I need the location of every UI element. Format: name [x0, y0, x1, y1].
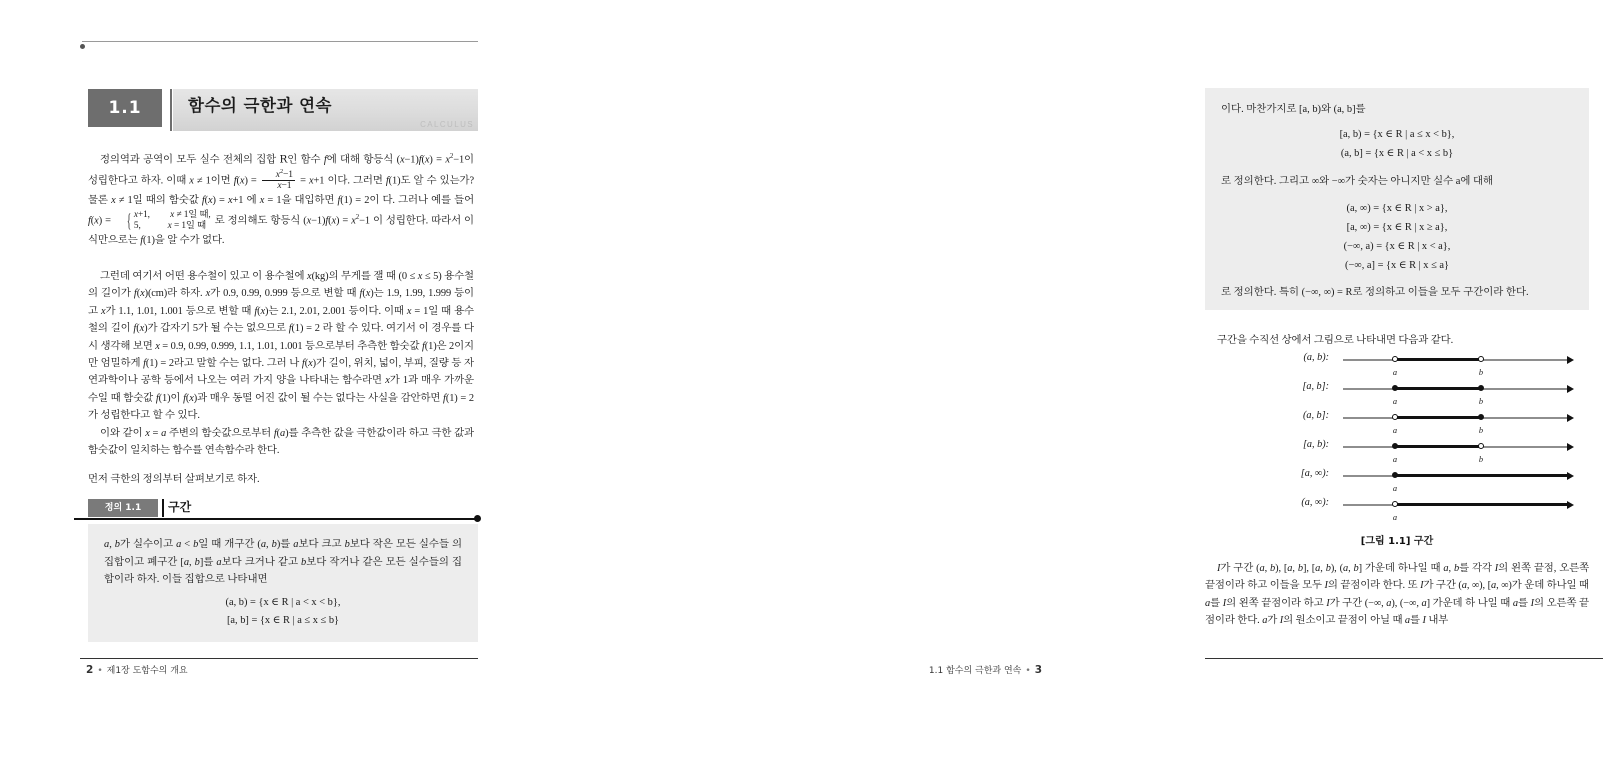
interval-label: (a, ∞): [1301, 497, 1329, 508]
definition-rule-end-dot [474, 515, 481, 522]
interval-segment [1395, 503, 1567, 506]
interval-tick-a: a [1392, 455, 1398, 464]
interval-row [1205, 439, 1589, 467]
interval-figure [1205, 352, 1589, 542]
continued-equation-4: [a, ∞) = {x ∈ R | x ≥ a}, [1346, 222, 1448, 233]
interval-segment [1395, 387, 1481, 390]
right-page [561, 0, 1590, 757]
definition-box [88, 524, 478, 642]
interval-row [1205, 468, 1589, 496]
interval-endpoint-b [1478, 356, 1484, 362]
interval-row [1205, 352, 1589, 380]
left-footer [86, 663, 188, 676]
continued-equation-6: (−∞, a] = {x ∈ R | x ≤ a} [1344, 260, 1450, 271]
interval-endpoint-b [1478, 443, 1484, 449]
interval-tick-a: a [1392, 368, 1398, 377]
interval-number-line [1343, 446, 1571, 464]
interval-label: (a, b]: [1302, 410, 1329, 421]
left-footer-text: 제1장 도함수의 개요 [106, 666, 188, 676]
number-line-arrow-icon [1567, 472, 1574, 480]
interval-endpoint-b [1478, 385, 1484, 391]
section-bullet-dot [80, 44, 85, 49]
interval-endpoint-a [1392, 472, 1398, 478]
continued-definition-box [1205, 88, 1589, 310]
right-footer-rule [1205, 658, 1603, 659]
section-underline [82, 41, 478, 42]
number-line-arrow-icon [1567, 385, 1574, 393]
continued-line-1: 이다. 마찬가지로 [a, b)와 (a, b]를 [1221, 104, 1366, 115]
figure-caption: [그림 1.1] 구간 [1360, 536, 1434, 547]
interval-tick-b: b [1478, 368, 1484, 377]
definition-name: 구간 [168, 500, 192, 514]
definition-equations [88, 594, 478, 630]
interval-endpoint-a [1392, 501, 1398, 507]
interval-endpoint-a [1392, 414, 1398, 420]
interval-label: [a, b): [1302, 439, 1329, 450]
figure-lead-in-text: 구간을 수직선 상에서 그림으로 나타내면 다음과 같다. [1217, 335, 1454, 346]
interval-tick-a: a [1392, 426, 1398, 435]
section-title: 함수의 극한과 연속 [188, 96, 333, 115]
paragraph-1: 정의역과 공역이 모두 실수 전체의 집합 R인 함수 f에 대해 항등식 $(x-1)f(x) = x^2-1$이 성립한다고 하자. 이때 x ≠ 1이면 f(x) = $\frac{x^2-1}{x-1}$ = x+1 이다. 그러면 f(1)도 알 수 있는가? 물론 x ≠ 1일 때의 함숫값 f(x) = x+1 에 x = 1을 대입하면 f(1) = 2이 다. 그러나 예를 들어 f(x) = { x+1, x ≠ 1일 때, 5, x = 1일 때 로 정의해도 항등식 $(x-1)f(x) = x^2-1$ 이 성립한다. 따라서 이 식만으로는 f(1)을 알 수가 없다. [88, 148, 474, 249]
continued-line-3: 로 정의한다. 특히 (−∞, ∞) = R로 정의하고 이들을 모두 구간이라 한다. [1221, 287, 1529, 298]
section-number: 1.1 [88, 89, 162, 127]
definition-tag: 정의 1.1 [88, 499, 158, 517]
interval-tick-a: a [1392, 513, 1398, 522]
interval-label: [a, ∞): [1300, 468, 1329, 479]
interval-tick-b: b [1478, 455, 1484, 464]
interval-number-line [1343, 359, 1571, 377]
number-line-arrow-icon [1567, 443, 1574, 451]
interval-tick-b: b [1478, 397, 1484, 406]
continued-equation-1: [a, b) = {x ∈ R | a ≤ x < b}, [1339, 129, 1455, 140]
definition-text: a, b가 실수이고 a < b일 때 개구간 (a, b)를 a보다 크고 b보다 작은 모든 실수들 의 집합이고 폐구간 [a, b]를 a보다 크거나 같고 b보다 작거나 같은 모든 실수들의 집합이라 하자. 이들 집합으로 나타내면 [104, 539, 462, 586]
interval-endpoint-a [1392, 385, 1398, 391]
left-page-number: 2 [86, 664, 94, 676]
interval-segment [1395, 416, 1481, 419]
number-line-arrow-icon [1567, 356, 1574, 364]
interval-segment [1395, 474, 1567, 477]
interval-row [1205, 381, 1589, 409]
right-footer [929, 663, 1042, 676]
number-line-arrow-icon [1567, 414, 1574, 422]
interval-segment [1395, 358, 1481, 361]
interval-row [1205, 410, 1589, 438]
continued-equation-5: (−∞, a) = {x ∈ R | x < a}, [1343, 241, 1451, 252]
continued-equation-3: (a, ∞) = {x ∈ R | x > a}, [1346, 203, 1448, 214]
interval-tick-b: b [1478, 426, 1484, 435]
interval-label: [a, b]: [1302, 381, 1329, 392]
right-page-number: 3 [1034, 664, 1042, 676]
interval-tick-a: a [1392, 484, 1398, 493]
paragraph-3: 이와 같이 x = a 주변의 함숫값으로부터 f(a)를 추측한 값을 극한값이라 하고 극한 값과 함숫값이 일치하는 함수를 연속함수라 한다. [88, 428, 474, 457]
brand-label: CALCULUS [420, 120, 474, 129]
interval-endpoint-a [1392, 356, 1398, 362]
definition-rule [74, 518, 478, 520]
paragraph-4: 먼저 극한의 정의부터 살펴보기로 하자. [88, 474, 260, 485]
interval-label: (a, b): [1303, 352, 1329, 363]
definition-equation-2: [a, b] = {x ∈ R | a ≤ x ≤ b} [226, 615, 340, 626]
continued-equation-2: (a, b] = {x ∈ R | a < x ≤ b} [1340, 148, 1454, 159]
interval-endpoint-a [1392, 443, 1398, 449]
interval-endpoint-b [1478, 414, 1484, 420]
section-header [88, 89, 478, 131]
interval-number-line [1343, 417, 1571, 435]
left-footer-separator: • [97, 666, 103, 676]
paragraph-2: 그런데 여기서 어떤 용수철이 있고 이 용수철에 x(kg)의 무게를 잴 때 (0 ≤ x ≤ 5) 용수철의 길이가 f(x)(cm)라 하자. x가 0.9, 0.99, 0.999 등으로 변할 때 f(x)는 1.9, 1.99, 1.999 등이고 x가 1.1, 1.01, 1.001 등으로 변할 때 f(x)는 2.1, 2.01, 2.001 등이다. 이때 x = 1일 때 용수철의 길이 f(x)가 갑자기 5가 될 수는 없으므로 f(1) = 2 라 할 수 있다. 여기서 이 경우를 다시 생각해 보면 x = 0.9, 0.99, 0.999, 1.1, 1.01, 1.001 등으로부터 추측한 함숫값 f(1)은 2이지만 엄밀하게 f(1) = 2라고 말할 수는 없다. 그러 나 f(x)가 길이, 위치, 넓이, 부피, 질량 등 자연과학이나 공학 등에서 나오는 여러 가지 양을 나타내는 함수라면 x가 1과 매우 가까운 수일 때 함숫값 f(1)이 f(x)과 매우 동떨 어진 값이 될 수는 없다는 사실을 감안하면 f(1) = 2가 성립한다고 할 수 있다. [88, 271, 474, 422]
tail-paragraph: I가 구간 (a, b), [a, b], [a, b), (a, b] 가운데 하나일 때 a, b를 각각 I의 왼쪽 끝점, 오른쪽 끝점이라 하고 이들을 모두 I의 끝점이라 한다. 또 I가 구간 (a, ∞), [a, ∞)가 운데 하나일 때 a를 I의 왼쪽 끝점이라 하고 I가 구간 (−∞, a), (−∞, a] 가운데 하 나일 때 a를 I의 오른쪽 끝점이라 한다. a가 I의 원소이고 끝점이 아닐 때 a를 I 내부 [1205, 563, 1590, 627]
continued-line-2: 로 정의한다. 그리고 ∞와 −∞가 숫자는 아니지만 실수 a에 대해 [1221, 176, 1494, 187]
interval-number-line [1343, 388, 1571, 406]
number-line-arrow-icon [1567, 501, 1574, 509]
definition-equation-1: (a, b) = {x ∈ R | a < x < b}, [225, 597, 341, 608]
interval-segment [1395, 445, 1481, 448]
right-footer-text: 1.1 함수의 극한과 연속 [928, 666, 1022, 676]
interval-number-line [1343, 475, 1571, 493]
interval-number-line [1343, 504, 1571, 522]
definition-header [88, 499, 478, 519]
right-footer-separator: • [1025, 666, 1031, 676]
interval-tick-a: a [1392, 397, 1398, 406]
left-page [0, 0, 561, 757]
figure-lead-in [1205, 332, 1589, 349]
left-footer-rule [80, 658, 478, 659]
definition-separator [162, 499, 164, 517]
interval-row [1205, 497, 1589, 525]
